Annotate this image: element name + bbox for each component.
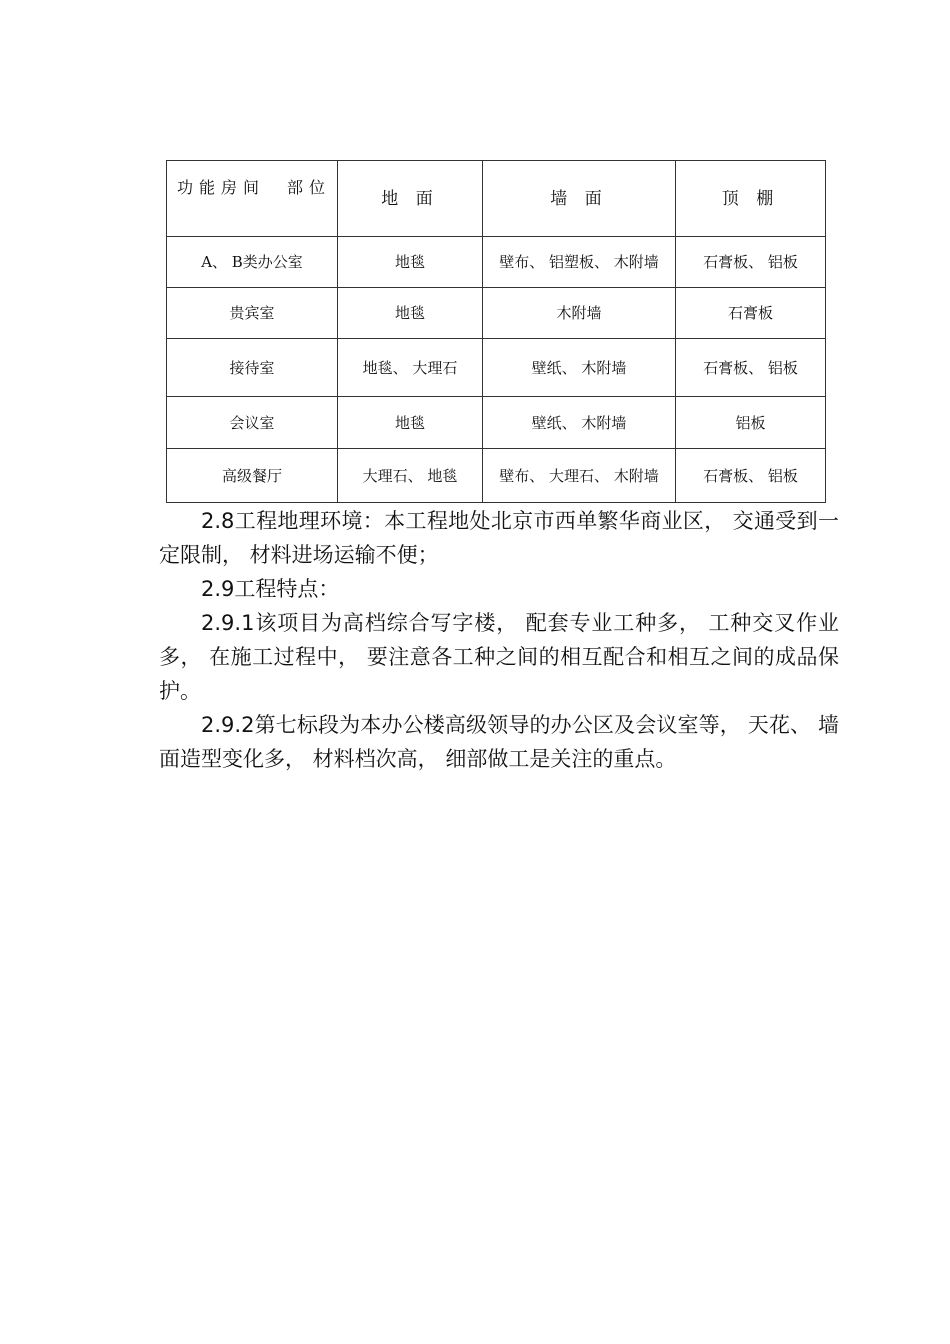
paragraph-feature-1: 2.9.1该项目为高档综合写字楼， 配套专业工种多， 工种交叉作业多， 在施工过程中， 要注意各工种之间的相互配合和相互之间的成品保护。 — [159, 611, 839, 703]
corner-header-cell — [167, 161, 338, 237]
finish-schedule-table — [166, 160, 826, 503]
wall-cell: 壁纸、 木附墙 — [483, 339, 676, 397]
paragraph-geography: 2.8工程地理环境：本工程地处北京市西单繁华商业区， 交通受到一定限制， 材料进场运输不便； — [159, 509, 839, 567]
ceiling-cell: 石膏板、 铝板 — [676, 449, 826, 503]
floor-cell: 地毯 — [338, 237, 483, 288]
table-row — [167, 449, 826, 503]
floor-cell: 地毯、 大理石 — [338, 339, 483, 397]
ceiling-cell: 石膏板 — [676, 288, 826, 339]
table-row — [167, 339, 826, 397]
room-cell: 会议室 — [167, 397, 338, 449]
wall-cell: 壁纸、 木附墙 — [483, 397, 676, 449]
header-ceiling: 顶 棚 — [676, 161, 826, 237]
body-text — [159, 504, 839, 776]
table-row — [167, 397, 826, 449]
wall-cell: 木附墙 — [483, 288, 676, 339]
paragraph-features-heading: 2.9工程特点： — [201, 577, 340, 601]
ceiling-cell: 石膏板、 铝板 — [676, 339, 826, 397]
room-cell: 贵宾室 — [167, 288, 338, 339]
floor-cell: 大理石、 地毯 — [338, 449, 483, 503]
wall-cell: 壁布、 大理石、 木附墙 — [483, 449, 676, 503]
table-header-row — [167, 161, 826, 237]
corner-header-part-label: 部位 — [286, 178, 331, 197]
paragraph-feature-2: 2.9.2第七标段为本办公楼高级领导的办公区及会议室等， 天花、 墙面造型变化多， 材料档次高， 细部做工是关注的重点。 — [159, 713, 839, 771]
header-wall: 墙 面 — [483, 161, 676, 237]
table-row — [167, 237, 826, 288]
room-cell: 接待室 — [167, 339, 338, 397]
table-row — [167, 288, 826, 339]
floor-cell: 地毯 — [338, 288, 483, 339]
header-floor: 地 面 — [338, 161, 483, 237]
ceiling-cell: 石膏板、 铝板 — [676, 237, 826, 288]
room-cell: A、 B类办公室 — [167, 237, 338, 288]
wall-cell: 壁布、 铝塑板、 木附墙 — [483, 237, 676, 288]
floor-cell: 地毯 — [338, 397, 483, 449]
room-cell: 高级餐厅 — [167, 449, 338, 503]
corner-header-room-label: 功能房间 — [177, 178, 266, 197]
ceiling-cell: 铝板 — [676, 397, 826, 449]
